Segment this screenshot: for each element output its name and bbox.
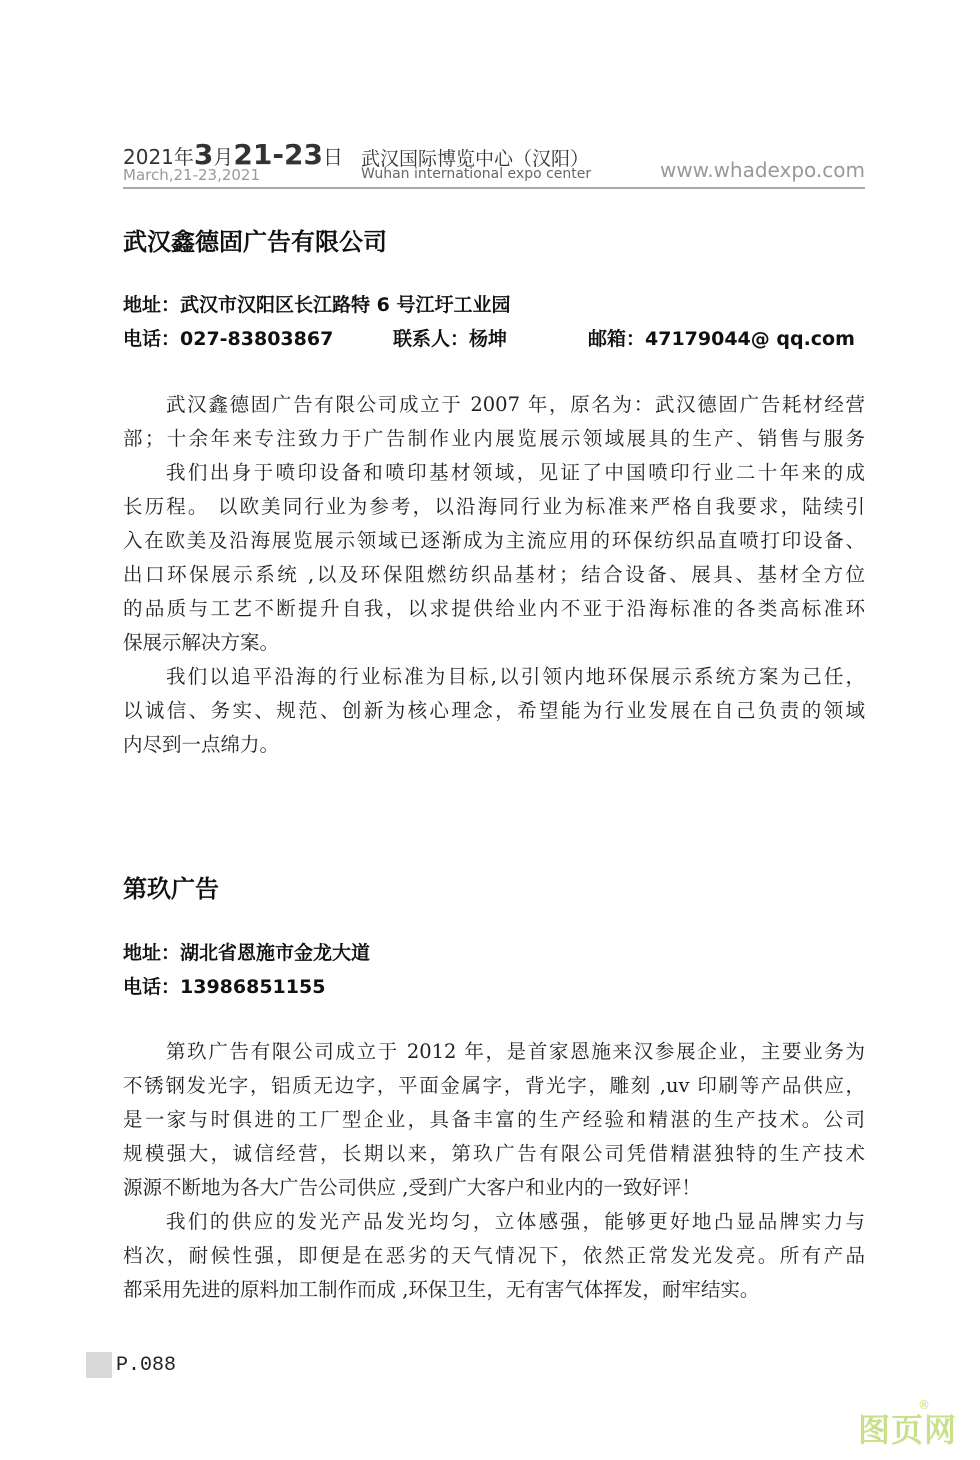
- text-line: 以诚信、务实、规范、创新为核心理念，希望能为行业发展在自己负责的领域: [123, 699, 865, 722]
- watermark-logo: 图页网: [858, 1411, 958, 1449]
- company-address: 地址：湖北省恩施市金龙大道: [123, 942, 371, 964]
- date-suffix: 日: [322, 145, 343, 169]
- company-description: [123, 1035, 865, 1307]
- text-line: 保展示解决方案。: [123, 631, 280, 654]
- company-phone: 电话：13986851155: [123, 976, 326, 998]
- expo-venue-en: Wuhan international expo center: [361, 166, 592, 182]
- text-line: 源源不断地为各大广告公司供应 ,受到广大客户和业内的一致好评！: [123, 1176, 701, 1199]
- text-line: 入在欧美及沿海展览展示领域已逐渐成为主流应用的环保纺织品直喷打印设备、: [123, 529, 865, 552]
- company-title: 第玖广告: [123, 875, 219, 903]
- expo-url: www.whadexpo.com: [659, 158, 865, 182]
- text-line: 武汉鑫德固广告有限公司成立于 2007 年，原名为：武汉德固广告耗材经营: [166, 393, 865, 416]
- text-line: 档次，耐候性强，即便是在恶劣的天气情况下，依然正常发光发亮。所有产品: [123, 1244, 865, 1267]
- text-line: 出口环保展示系统 ,以及环保阻燃纺织品基材；结合设备、展具、基材全方位: [123, 563, 865, 586]
- text-line: 部；十余年来专注致力于广告制作业内展览展示领域展具的生产、销售与服务: [123, 427, 865, 450]
- text-line: 的品质与工艺不断提升自我，以求提供给业内不亚于沿海标准的各类高标准环: [123, 597, 865, 620]
- expo-venue: 武汉国际博览中心（汉阳）: [361, 148, 590, 170]
- page-number: P.088: [116, 1354, 177, 1377]
- text-line: 第玖广告有限公司成立于 2012 年，是首家恩施来汉参展企业，主要业务为: [166, 1040, 865, 1063]
- text-line: 我们出身于喷印设备和喷印基材领域，见证了中国喷印行业二十年来的成: [166, 461, 865, 484]
- text-line: 我们的供应的发光产品发光均匀，立体感强，能够更好地凸显品牌实力与: [166, 1210, 865, 1233]
- date-month: 3: [193, 138, 214, 171]
- date-year: 2021年: [123, 145, 194, 169]
- company-email: 邮箱：47179044@ qq.com: [588, 328, 855, 350]
- text-line: 都采用先进的原料加工制作而成 ,环保卫生，无有害气体挥发，耐牢结实。: [123, 1278, 760, 1301]
- expo-date-en: March,21-23,2021: [123, 166, 261, 184]
- text-line: 规模强大，诚信经营，长期以来，第玖广告有限公司凭借精湛独特的生产技术: [123, 1142, 865, 1165]
- company-phone: 电话：027-83803867: [123, 328, 334, 350]
- header-divider: [123, 187, 865, 189]
- text-line: 我们以追平沿海的行业标准为目标,以引领内地环保展示系统方案为己任，: [166, 665, 865, 688]
- date-month-suffix: 月: [213, 145, 234, 169]
- company-contact: 联系人：杨坤: [393, 328, 508, 350]
- page-number-marker: [86, 1352, 112, 1378]
- company-description: [123, 388, 865, 762]
- company-contact-row: [123, 324, 865, 348]
- registered-mark: ®: [918, 1398, 930, 1412]
- text-line: 是一家与时俱进的工厂型企业，具备丰富的生产经验和精湛的生产技术。公司: [123, 1108, 865, 1131]
- company-address: 地址：武汉市汉阳区长江路特 6 号江圩工业园: [123, 294, 511, 316]
- text-line: 不锈钢发光字，铝质无边字，平面金属字，背光字，雕刻 ,uv 印刷等产品供应，: [123, 1074, 865, 1097]
- expo-header: [123, 136, 865, 190]
- date-days: 21-23: [233, 138, 323, 171]
- company-title: 武汉鑫德固广告有限公司: [123, 228, 387, 256]
- text-line: 内尽到一点绵力。: [123, 733, 280, 756]
- text-line: 长历程。 以欧美同行业为参考，以沿海同行业为标准来严格自我要求，陆续引: [123, 495, 865, 518]
